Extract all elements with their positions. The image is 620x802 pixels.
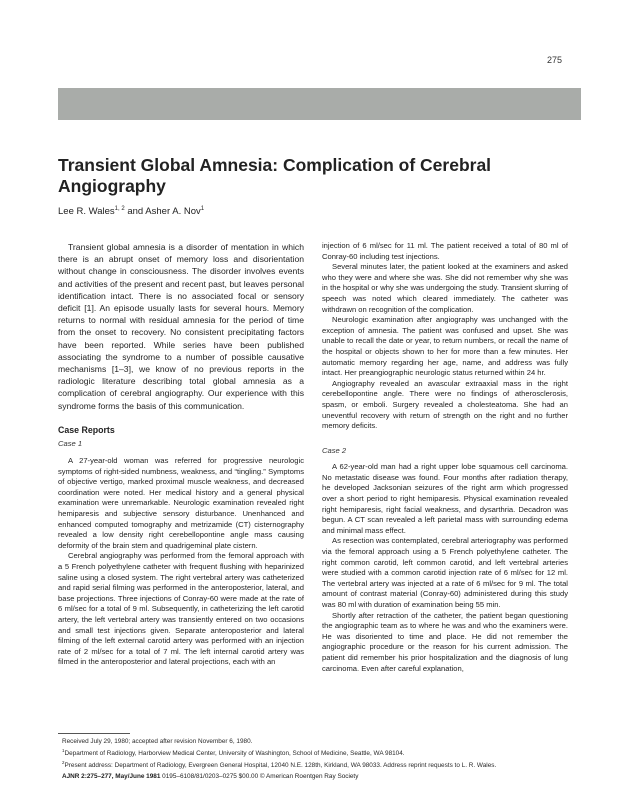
body-paragraph: A 27-year-old woman was referred for progressive neurologic symptoms of right-sided numbness, weakness, and “tingling.” Symptoms of objective vertigo, marked proximal muscle weakness, and decreased coordination were noted. Her medical history and a general physical examination were unremarkable. Neurologic examination revealed right hemiparesis and subjective sensory disturbance. Unenhanced and enhanced computed tomography and metrizamide (CT) cisternography revealed a low density right cerebellopontine angle mass causing deformity of the brain stem and quadrigeminal plate cistern. [58, 456, 304, 550]
body-paragraph: Several minutes later, the patient looked at the examiners and asked who they were and where she was. She did not remember why she was in the hospital or why she was undergoing the study. Transient slurring of speech was noted which cleared immediately. The catheter was withdrawn on recognition of the complication. [322, 262, 568, 314]
footnote-text: Present address: Department of Radiology, Evergreen General Hospital, 12040 N.E. 128th, Kirkland, WA 98033. Address reprint requests to L. R. Wales. [64, 762, 497, 770]
body-paragraph: injection of 6 ml/sec for 11 ml. The patient received a total of 80 ml of Conray-60 including test injections. [322, 241, 568, 261]
right-column [322, 241, 568, 674]
citation: AJNR 2:275–277, May/June 1981 [62, 773, 161, 780]
citation-rest: 0195–6108/81/0203–0275 $00.00 © American Roentgen Ray Society [160, 773, 359, 780]
body-paragraph: A 62-year-old man had a right upper lobe squamous cell carcinoma. No metastatic disease was found. Four months after radiation therapy, he developed Jacksonian seizures of the right arm which progressed over a short period to right hemiparesis. Physical examination revealed right hemiparesis, right facial weakness, and dysarthria. Decadron was begun. A CT scan revealed a left parietal mass with surrounding edema and minimal mass effect. [322, 462, 568, 535]
body-paragraph: As resection was contemplated, cerebral arteriography was performed via the femoral approach using a 5 French polyethylene catheter. The right common carotid, left common carotid, and left vertebral arteries were studied with a common carotid injection rate of 6 ml/sec for 12 ml. The vertebral artery was injected at a rate of 6 ml/sec for 9 ml. The total amount of contrast material (Conray-60) administered during this study was 80 ml with duration of examination being 55 min. [322, 536, 568, 609]
footnote-text: Department of Radiology, Harborview Medical Center, University of Washington, School of Medicine, Seattle, WA 98104. [64, 750, 405, 758]
footnotes [62, 737, 582, 770]
author-connector: and [124, 206, 146, 218]
author-affiliation-mark: 1 [200, 206, 205, 212]
section-heading: Case Reports [58, 424, 115, 435]
body-paragraph: Angiography revealed an avascular extraaxial mass in the right cerebellopontine angle. There were no findings of atherosclerosis, spasm, or emboli. Surgery revealed a cholesteatoma. She had an uneventful recovery with return of strength on the right and no further memory deficits. [322, 378, 568, 431]
body-paragraph: Shortly after retraction of the catheter, the patient began questioning the angiographic team as to where he was and who the examiners were. He was disoriented to time and place. He did not remember the angiographic procedure or the reason for his current admission. The patient did remember his prior hospitalization and the diagnosis of lung carcinoma. Even after careful explanation, [322, 610, 568, 673]
author-name: Lee R. Wales [58, 206, 115, 218]
author-name: Asher A. Nov [145, 206, 201, 218]
footnote-divider [58, 733, 130, 734]
abstract [58, 241, 304, 412]
author-affiliation-mark: 1, 2 [114, 206, 125, 212]
header-band [58, 88, 581, 120]
article-title: Transient Global Amnesia: Complication of Cerebral Angiography [58, 155, 492, 196]
footnote-mark: 2 [62, 760, 65, 766]
journal-citation [62, 773, 582, 780]
case-heading: Case 1 [58, 439, 83, 449]
footnote [62, 758, 582, 770]
left-column [58, 241, 304, 668]
page-number: 275 [546, 55, 562, 65]
footnote-mark: 1 [62, 748, 65, 753]
abstract-paragraph: Transient global amnesia is a disorder of mentation in which there is an abrupt onset of memory loss and disorientation without change in consciousness. The disorder involves events and activities of the present and recent past, but leaves personal identification intact. There is no associated focal or sensory deficit [1]. An episode usually lasts for several hours. Memory returns to normal with residual amnesia for the period of time from the onset to recovery. No consistent precipitating factors have been reported. While series have been published associating the syndrome to a number of possible causative mechanisms [1–3], we know of no previous reports in the radiologic literature describing total global amnesia as a complication of cerebral angiography. Our experience with this syndrome forms the basis of this communication. [58, 242, 304, 411]
author-line [58, 206, 204, 217]
body-paragraph: Cerebral angiography was performed from the femoral approach with a 5 French polyethylene catheter with frequent flushing with heparinized saline using a closed system. The right vertebral artery was catheterized and rapid serial filming was performed in the anteroposterior, lateral, and base projections. Three injections of Conray-60 were made at the rate of 6 ml/sec for a total of 9 ml. Subsequently, in catheterizing the left carotid artery, the left vertebral artery was transiently entered on two occasions and small test injections given. Separate anteroposterior and lateral filming of the left external carotid artery was performed with an injection rate of 2 ml/sec for a total of 7 ml. The left internal carotid artery was filmed in the anteroposterior and lateral projections, each with an [58, 551, 304, 667]
body-paragraph: Neurologic examination after angiography was unchanged with the exception of amnesia. The patient was confused and upset. She was unable to recall the date or year, to return numbers, or recall the name of the hospital or objects shown to her for more than a few minutes. Her automatic memory regarding her age, name, and address was fully intact. Her preangiographic neurologic status returned within 24 hr. [322, 315, 568, 378]
footnote [62, 746, 582, 758]
case-heading: Case 2 [322, 445, 347, 455]
received-note: Received July 29, 1980; accepted after revision November 6, 1980. [62, 738, 253, 745]
